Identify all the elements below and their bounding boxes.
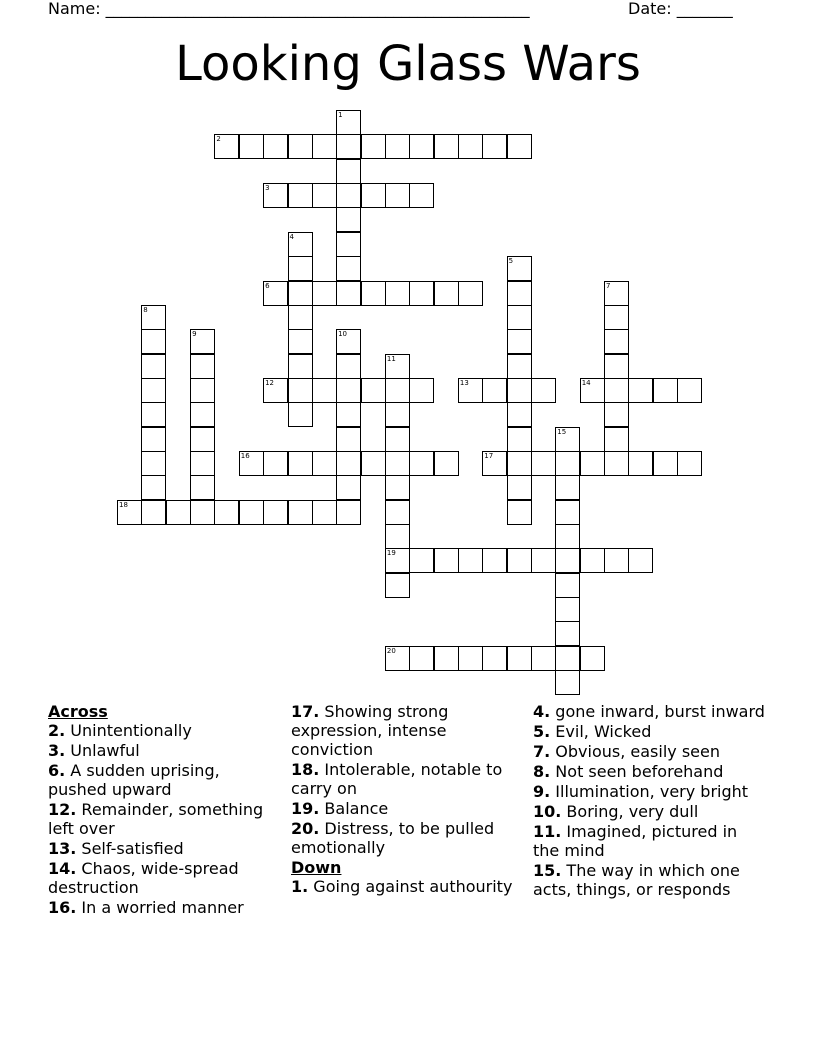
grid-cell[interactable]: [312, 134, 337, 159]
grid-cell[interactable]: [288, 134, 313, 159]
clue-item-number: 6.: [48, 761, 66, 780]
grid-cell[interactable]: [385, 524, 410, 549]
grid-cell[interactable]: [336, 451, 361, 476]
clue-item-text: Remainder, something left over: [48, 800, 264, 838]
clue-item-text: Going against authourity: [308, 877, 513, 896]
grid-cell[interactable]: [190, 500, 215, 525]
grid-cell[interactable]: [458, 548, 483, 573]
grid-cell[interactable]: [555, 597, 580, 622]
grid-cell[interactable]: [482, 378, 507, 403]
down-heading: Down: [291, 858, 342, 877]
grid-cell[interactable]: [604, 281, 629, 306]
grid-cell[interactable]: [507, 427, 532, 452]
grid-cell[interactable]: [336, 110, 361, 135]
grid-cell[interactable]: [434, 281, 459, 306]
clue-item-number: 8.: [533, 762, 551, 781]
clue-item-number: 7.: [533, 742, 551, 761]
grid-cell[interactable]: [507, 134, 532, 159]
grid-cell[interactable]: [580, 646, 605, 671]
grid-cell[interactable]: [117, 500, 142, 525]
grid-cell[interactable]: [336, 378, 361, 403]
grid-cell[interactable]: [336, 134, 361, 159]
grid-cell[interactable]: [336, 183, 361, 208]
grid-cell[interactable]: [263, 281, 288, 306]
grid-cell[interactable]: [434, 451, 459, 476]
clue-item: [533, 822, 768, 860]
grid-cell[interactable]: [531, 378, 556, 403]
grid-cell[interactable]: [482, 646, 507, 671]
clue-item-number: 20.: [291, 819, 320, 838]
grid-cell[interactable]: [385, 281, 410, 306]
grid-cell[interactable]: [555, 475, 580, 500]
grid-cell[interactable]: [385, 500, 410, 525]
grid-cell[interactable]: [288, 451, 313, 476]
clue-item-number: 18.: [291, 760, 320, 779]
grid-cell[interactable]: [141, 451, 166, 476]
clue-item-number: 10.: [533, 802, 562, 821]
grid-cell[interactable]: [288, 354, 313, 379]
grid-cell[interactable]: [239, 134, 264, 159]
grid-cell[interactable]: [141, 402, 166, 427]
grid-cell[interactable]: [555, 524, 580, 549]
grid-cell[interactable]: [482, 134, 507, 159]
grid-cell[interactable]: [653, 451, 678, 476]
grid-cell[interactable]: [555, 500, 580, 525]
clue-item-number: 17.: [291, 702, 320, 721]
grid-cell[interactable]: [141, 475, 166, 500]
grid-cell[interactable]: [507, 378, 532, 403]
grid-cell[interactable]: [580, 378, 605, 403]
grid-cell[interactable]: [312, 281, 337, 306]
clue-item: [533, 722, 768, 741]
grid-cell[interactable]: [336, 402, 361, 427]
clue-number: 16: [240, 451, 250, 460]
grid-cell[interactable]: [190, 402, 215, 427]
clue-item-number: 2.: [48, 721, 66, 740]
grid-cell[interactable]: [336, 159, 361, 184]
grid-cell[interactable]: [141, 500, 166, 525]
clue-number: 4: [289, 232, 294, 241]
grid-cell[interactable]: [555, 621, 580, 646]
grid-cell[interactable]: [385, 475, 410, 500]
clue-column-1: [48, 702, 276, 918]
grid-cell[interactable]: [336, 354, 361, 379]
grid-cell[interactable]: [555, 573, 580, 598]
clue-column-3: [533, 702, 768, 900]
clue-item-text: Boring, very dull: [561, 802, 699, 821]
grid-cell[interactable]: [385, 183, 410, 208]
clue-item: [291, 702, 519, 759]
grid-cell[interactable]: [628, 378, 653, 403]
clue-item: [533, 802, 768, 821]
clue-item-text: Evil, Wicked: [550, 722, 652, 741]
grid-cell[interactable]: [263, 378, 288, 403]
clue-item-number: 15.: [533, 861, 562, 880]
grid-cell[interactable]: [190, 378, 215, 403]
grid-cell[interactable]: [507, 305, 532, 330]
grid-cell[interactable]: [336, 427, 361, 452]
grid-cell[interactable]: [507, 402, 532, 427]
grid-cell[interactable]: [628, 548, 653, 573]
grid-cell[interactable]: [166, 500, 191, 525]
grid-cell[interactable]: [336, 500, 361, 525]
clue-item-number: 1.: [291, 877, 309, 896]
clue-item: [291, 760, 519, 798]
grid-cell[interactable]: [361, 183, 386, 208]
clue-item-text: In a worried manner: [76, 898, 244, 917]
clue-item: [48, 859, 276, 897]
grid-cell[interactable]: [434, 548, 459, 573]
grid-cell[interactable]: [507, 451, 532, 476]
clue-item: [533, 861, 768, 899]
clue-item: [533, 742, 768, 761]
grid-cell[interactable]: [604, 305, 629, 330]
grid-cell[interactable]: [458, 134, 483, 159]
grid-cell[interactable]: [531, 548, 556, 573]
grid-cell[interactable]: [385, 573, 410, 598]
grid-cell[interactable]: [288, 281, 313, 306]
grid-cell[interactable]: [312, 183, 337, 208]
grid-cell[interactable]: [482, 451, 507, 476]
clue-item-text: Not seen beforehand: [550, 762, 724, 781]
grid-cell[interactable]: [604, 354, 629, 379]
grid-cell[interactable]: [409, 451, 434, 476]
grid-cell[interactable]: [239, 500, 264, 525]
clue-number: 19: [386, 549, 396, 558]
grid-cell[interactable]: [385, 378, 410, 403]
clue-number: 5: [508, 257, 514, 266]
clue-number: 1: [338, 111, 343, 119]
grid-cell[interactable]: [288, 378, 313, 403]
grid-cell[interactable]: [190, 475, 215, 500]
grid-cell[interactable]: [190, 451, 215, 476]
grid-cell[interactable]: [507, 548, 532, 573]
grid-cell[interactable]: [604, 378, 629, 403]
grid-cell[interactable]: [604, 329, 629, 354]
clue-item: [291, 799, 519, 818]
grid-cell[interactable]: [385, 354, 410, 379]
grid-cell[interactable]: [263, 134, 288, 159]
grid-cell[interactable]: [288, 183, 313, 208]
clue-item: [291, 877, 519, 896]
grid-cell[interactable]: [580, 451, 605, 476]
grid-cell[interactable]: [312, 451, 337, 476]
clue-item-text: Imagined, pictured in the mind: [533, 822, 738, 860]
grid-cell[interactable]: [361, 134, 386, 159]
grid-cell[interactable]: [604, 548, 629, 573]
grid-cell[interactable]: [141, 305, 166, 330]
clue-item-text: Unintentionally: [65, 721, 192, 740]
clue-item: [48, 800, 276, 838]
clue-item: [533, 702, 768, 721]
grid-cell[interactable]: [628, 451, 653, 476]
grid-cell[interactable]: [288, 232, 313, 257]
clue-number: 2: [216, 135, 221, 144]
grid-cell[interactable]: [604, 427, 629, 452]
clue-number: 8: [143, 305, 148, 314]
clue-item-number: 13.: [48, 839, 77, 858]
grid-cell[interactable]: [507, 475, 532, 500]
grid-cell[interactable]: [409, 281, 434, 306]
grid-cell[interactable]: [288, 329, 313, 354]
clue-item-number: 4.: [533, 702, 551, 721]
clue-item: [533, 782, 768, 801]
clue-item-text: The way in which one acts, things, or responds: [533, 861, 740, 899]
clue-number: 6: [265, 281, 270, 290]
grid-cell[interactable]: [604, 402, 629, 427]
grid-cell[interactable]: [409, 183, 434, 208]
grid-cell[interactable]: [555, 451, 580, 476]
grid-cell[interactable]: [458, 378, 483, 403]
clue-item-text: Illumination, very bright: [550, 782, 749, 801]
grid-cell[interactable]: [263, 451, 288, 476]
grid-cell[interactable]: [507, 646, 532, 671]
clue-item-number: 5.: [533, 722, 551, 741]
clue-item-number: 9.: [533, 782, 551, 801]
clue-number: 3: [265, 184, 270, 193]
grid-cell[interactable]: [555, 427, 580, 452]
clue-number: 17: [484, 451, 494, 460]
grid-cell[interactable]: [555, 548, 580, 573]
grid-cell[interactable]: [141, 378, 166, 403]
grid-cell[interactable]: [409, 134, 434, 159]
clue-item: [48, 761, 276, 799]
clue-number: 7: [606, 281, 611, 290]
grid-cell[interactable]: [385, 548, 410, 573]
clue-item-text: Self-satisfied: [76, 839, 184, 858]
grid-cell[interactable]: [677, 451, 702, 476]
clue-number: 9: [192, 330, 197, 339]
grid-cell[interactable]: [214, 134, 239, 159]
grid-cell[interactable]: [409, 378, 434, 403]
clue-item: [291, 819, 519, 857]
clue-item-number: 19.: [291, 799, 320, 818]
clue-number: 12: [265, 378, 275, 387]
grid-cell[interactable]: [580, 548, 605, 573]
grid-cell[interactable]: [409, 548, 434, 573]
grid-cell[interactable]: [653, 378, 678, 403]
grid-cell[interactable]: [531, 646, 556, 671]
grid-cell[interactable]: [604, 451, 629, 476]
grid-cell[interactable]: [434, 646, 459, 671]
across-heading: Across: [48, 702, 108, 721]
grid-cell[interactable]: [555, 670, 580, 695]
grid-cell[interactable]: [507, 281, 532, 306]
grid-cell[interactable]: [385, 402, 410, 427]
clue-item-number: 12.: [48, 800, 77, 819]
grid-cell[interactable]: [507, 354, 532, 379]
clue-number: 15: [557, 427, 567, 436]
grid-cell[interactable]: [141, 329, 166, 354]
grid-cell[interactable]: [141, 354, 166, 379]
clue-item-text: gone inward, burst inward: [550, 702, 765, 721]
grid-cell[interactable]: [336, 232, 361, 257]
clue-item-text: Balance: [319, 799, 389, 818]
date-field-label: Date: _______: [628, 0, 733, 18]
grid-cell[interactable]: [239, 451, 264, 476]
grid-cell[interactable]: [458, 646, 483, 671]
grid-cell[interactable]: [531, 451, 556, 476]
name-field-label: Name: _____________________________________________________: [48, 0, 530, 18]
clue-item-number: 16.: [48, 898, 77, 917]
grid-cell[interactable]: [336, 329, 361, 354]
clue-item-text: A sudden uprising, pushed upward: [48, 761, 220, 799]
clue-item-number: 3.: [48, 741, 66, 760]
clue-item-text: Intolerable, notable to carry on: [291, 760, 503, 798]
grid-cell[interactable]: [385, 451, 410, 476]
clue-item-number: 11.: [533, 822, 562, 841]
grid-cell[interactable]: [336, 256, 361, 281]
grid-cell[interactable]: [288, 500, 313, 525]
grid-cell[interactable]: [141, 427, 166, 452]
grid-cell[interactable]: [190, 329, 215, 354]
clue-item-number: 14.: [48, 859, 77, 878]
grid-cell[interactable]: [507, 329, 532, 354]
grid-cell[interactable]: [361, 281, 386, 306]
grid-cell[interactable]: [288, 305, 313, 330]
grid-cell[interactable]: [409, 646, 434, 671]
grid-cell[interactable]: [385, 646, 410, 671]
grid-cell[interactable]: [190, 354, 215, 379]
grid-cell[interactable]: [336, 281, 361, 306]
grid-cell[interactable]: [312, 500, 337, 525]
grid-cell[interactable]: [288, 402, 313, 427]
grid-cell[interactable]: [507, 256, 532, 281]
grid-cell[interactable]: [555, 646, 580, 671]
grid-cell[interactable]: [214, 500, 239, 525]
clue-item-text: Unlawful: [65, 741, 140, 760]
clue-number: 13: [459, 378, 469, 387]
clue-item-text: Distress, to be pulled emotionally: [291, 819, 495, 857]
grid-cell[interactable]: [336, 475, 361, 500]
grid-cell[interactable]: [336, 207, 361, 232]
grid-cell[interactable]: [288, 256, 313, 281]
clue-item: [533, 762, 768, 781]
grid-cell[interactable]: [361, 378, 386, 403]
grid-cell[interactable]: [677, 378, 702, 403]
page-title: Looking Glass Wars: [175, 36, 641, 92]
grid-cell[interactable]: [434, 134, 459, 159]
grid-cell[interactable]: [190, 427, 215, 452]
grid-cell[interactable]: [263, 500, 288, 525]
clue-item: [48, 898, 276, 917]
grid-cell[interactable]: [312, 378, 337, 403]
clue-number: 14: [581, 378, 591, 387]
grid-cell[interactable]: [385, 134, 410, 159]
grid-cell[interactable]: [482, 548, 507, 573]
grid-cell[interactable]: [263, 183, 288, 208]
clue-item-text: Obvious, easily seen: [550, 742, 720, 761]
clue-item: [48, 839, 276, 858]
clue-number: 11: [386, 354, 396, 363]
clue-number: 20: [386, 646, 396, 655]
clue-item: [48, 721, 276, 740]
grid-cell[interactable]: [458, 281, 483, 306]
clue-column-2: [291, 702, 519, 897]
clue-item: [48, 741, 276, 760]
clue-item-text: Showing strong expression, intense conviction: [291, 702, 449, 759]
grid-cell[interactable]: [361, 451, 386, 476]
grid-cell[interactable]: [507, 500, 532, 525]
clue-item-text: Chaos, wide-spread destruction: [48, 859, 239, 897]
clue-number: 10: [338, 330, 348, 339]
grid-cell[interactable]: [385, 427, 410, 452]
clue-number: 18: [119, 500, 128, 509]
